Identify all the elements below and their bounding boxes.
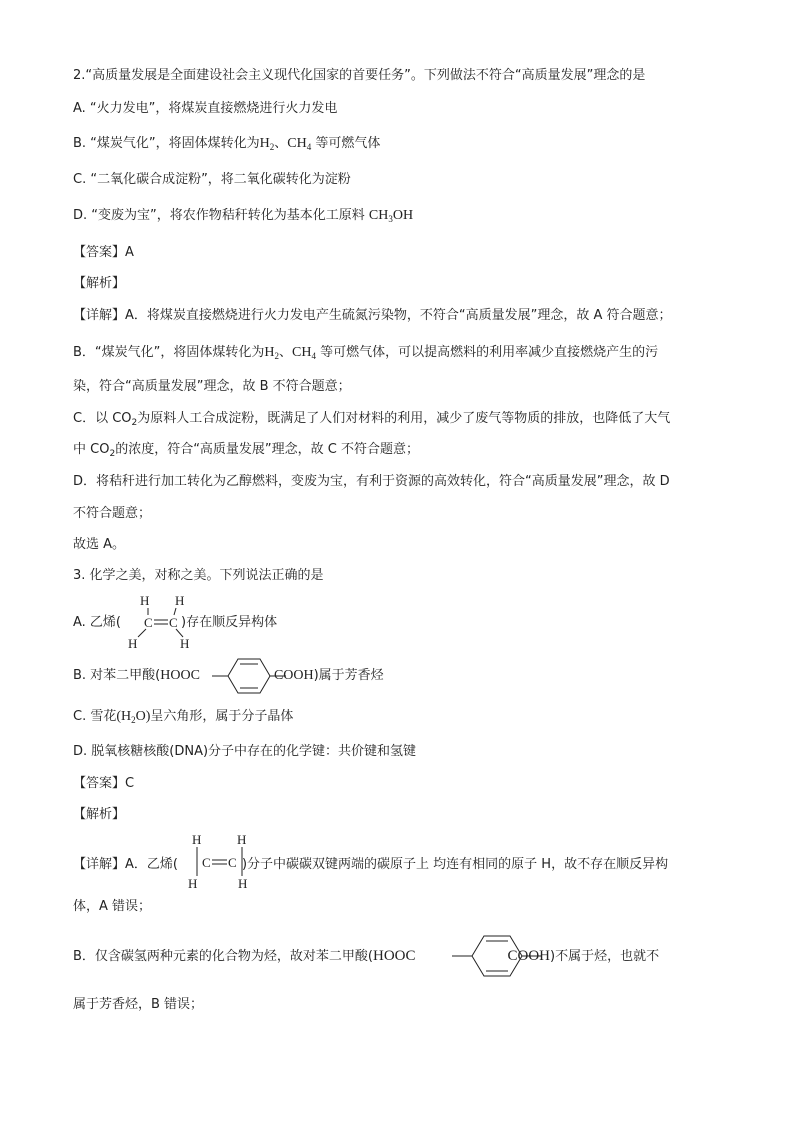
q2-answer: 【答案】A (73, 245, 134, 260)
atom-h: H (192, 832, 202, 847)
q2-detail-b-line1: B．“煤炭气化”，将固体煤转化为$H_2$、$CH_4$ 等可燃气体，可以提高燃料的利用率减少直接燃烧产生的污 (73, 345, 659, 361)
atom-h: H (238, 876, 248, 891)
q2-detail-a: 【详解】A．将煤炭直接燃烧进行火力发电产生硫氮污染物，不符合“高质量发展”理念，故 A 符合题意； (73, 308, 672, 323)
ethylene-structure-detail (180, 830, 248, 892)
atom-h: H (140, 593, 150, 608)
atom-c: C (144, 615, 153, 630)
q2-detail-b-line2: 染，符合“高质量发展”理念，故 B 不符合题意； (73, 379, 351, 394)
q3-option-a[interactable]: A. 乙烯( )存在顺反异构体 (73, 615, 278, 630)
q2-option-c[interactable]: C. “二氧化碳合成淀粉”，将二氧化碳转化为淀粉 (73, 172, 351, 187)
q2-option-b[interactable]: B. “煤炭气化”，将固体煤转化为$H_2$、$CH_4$ 等可燃气体 (73, 136, 381, 152)
atom-h: H (180, 636, 190, 651)
atom-c: C (228, 855, 237, 870)
q2-conclusion: 故选 A。 (73, 537, 126, 552)
q3-option-c[interactable]: C. 雪花$(H_2O)$呈六角形，属于分子晶体 (73, 709, 294, 725)
q2-option-d[interactable]: D. “变废为宝”，将农作物秸秆转化为基本化工原料 $CH_3OH$ (73, 208, 414, 224)
q2-detail-c-line2: 中 $CO_2$的浓度，符合“高质量发展”理念，故 C 不符合题意； (73, 442, 419, 459)
atom-c: C (202, 855, 211, 870)
q2-detail-d-line1: D．将秸秆进行加工转化为乙醇燃料，变废为宝，有利于资源的高效转化，符合“高质量发展”理念，故 D (73, 474, 670, 489)
q2-detail-d-line2: 不符合题意； (73, 506, 152, 521)
atom-h: H (188, 876, 198, 891)
q3-option-d[interactable]: D. 脱氧核糖核酸(DNA)分子中存在的化学键：共价键和氢键 (73, 744, 417, 759)
q3-detail-b-line2: 属于芳香烃，B 错误； (73, 997, 204, 1012)
q2-option-a[interactable]: A. “火力发电”，将煤炭直接燃烧进行火力发电 (73, 101, 338, 116)
benzene-ring-detail (452, 932, 544, 980)
benzene-ring-b (212, 656, 288, 696)
atom-h: H (175, 593, 185, 608)
q3-detail-a-line1: 【详解】A．乙烯( )分子中碳碳双键两端的碳原子上 均连有相同的原子 H，故不存在顺反异构 (73, 857, 669, 872)
q3-detail-b-line1: B．仅含碳氢两种元素的化合物为烃，故对苯二甲酸(HOOC COOH)不属于烃，也就不 (73, 948, 660, 964)
q2-detail-c-line1: C．以 $CO_2$为原料人工合成淀粉，既满足了人们对材料的利用，减少了废气等物质的排放，也降低了大气 (73, 411, 671, 428)
atom-h: H (128, 636, 138, 651)
ethylene-structure-a (124, 591, 188, 651)
q3-stem: 3. 化学之美，对称之美。下列说法正确的是 (73, 568, 324, 583)
q3-detail-a-line2: 体，A 错误； (73, 899, 152, 914)
q2-stem: 2.“高质量发展是全面建设社会主义现代化国家的首要任务”。下列做法不符合“高质量发展”理念的是 (73, 68, 646, 83)
q3-answer: 【答案】C (73, 776, 135, 791)
atom-c: C (169, 615, 178, 630)
q3-analysis-label: 【解析】 (73, 807, 126, 822)
q3-option-b[interactable]: B. 对苯二甲酸(HOOC COOH)属于芳香烃 (73, 668, 384, 683)
atom-h: H (237, 832, 247, 847)
q2-analysis-label: 【解析】 (73, 276, 126, 291)
